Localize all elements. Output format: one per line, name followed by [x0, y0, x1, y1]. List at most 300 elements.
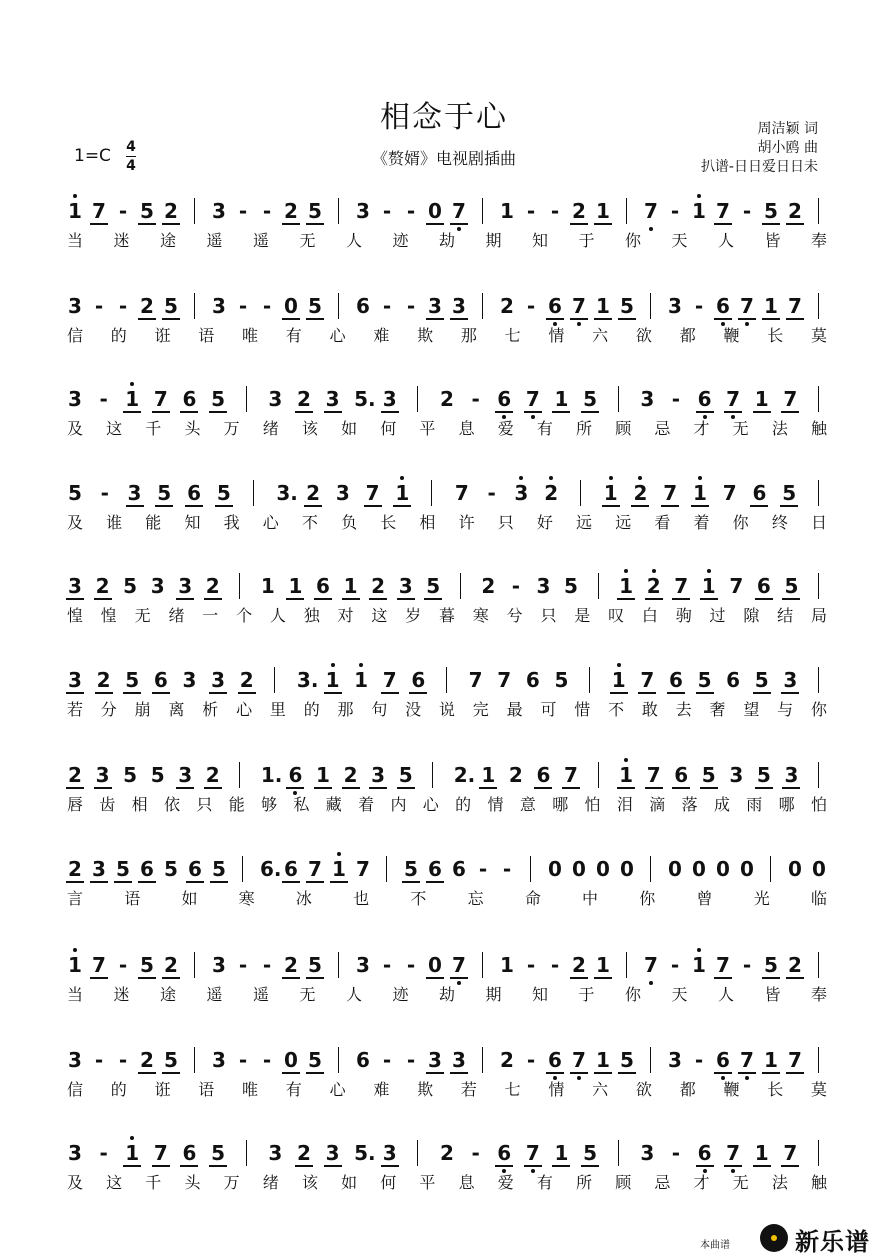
- lyric-char: 语: [124, 889, 141, 908]
- note: 3: [729, 763, 744, 787]
- lyric-char: 命: [524, 889, 541, 908]
- note: 3: [398, 574, 413, 598]
- bar-line: [598, 762, 599, 788]
- note: 5: [554, 668, 569, 692]
- note: 3: [536, 574, 551, 598]
- lyric-char: 人: [345, 231, 362, 250]
- note: 1: [125, 387, 140, 411]
- lyric-char: 所: [576, 1173, 593, 1192]
- note: 6: [497, 387, 512, 411]
- lyric-char: 独: [303, 606, 320, 625]
- bar-line: [194, 952, 195, 978]
- note: 7: [525, 1141, 540, 1165]
- lyric-char: 终: [771, 513, 788, 532]
- note: -: [471, 1141, 480, 1165]
- note: 3.: [296, 668, 319, 692]
- note: 1: [692, 481, 707, 505]
- note: -: [406, 199, 416, 223]
- note: 7: [572, 294, 586, 318]
- note: 1: [754, 387, 769, 411]
- note: 3: [452, 1048, 466, 1072]
- lyric-char: 藏: [325, 795, 342, 814]
- composer: 胡小鸥 曲: [757, 140, 818, 156]
- lyric-char: 遥: [206, 985, 223, 1004]
- lyric-char: 长: [767, 1080, 784, 1099]
- notes-line: [0, 376, 888, 416]
- note: 1: [764, 1048, 778, 1072]
- bar-line: [818, 762, 819, 788]
- note: 0: [548, 857, 562, 881]
- lyric-char: 绪: [262, 1173, 279, 1192]
- note: 1: [692, 953, 706, 977]
- note: 0: [620, 857, 634, 881]
- lyric-char: 没: [405, 700, 422, 719]
- lyric-char: 你: [732, 513, 749, 532]
- lyric-char: 不: [410, 889, 427, 908]
- song-subtitle: 《赘婿》电视剧插曲: [371, 149, 516, 168]
- note: 5: [211, 1141, 226, 1165]
- note: 7: [788, 294, 802, 318]
- lyric-char: 遥: [252, 985, 269, 1004]
- lyric-char: 迹: [392, 985, 409, 1004]
- notes-line: [0, 752, 888, 792]
- note: -: [406, 1048, 416, 1072]
- note: 7: [726, 1141, 741, 1165]
- lyric-char: 情: [548, 1080, 565, 1099]
- lyric-char: 的: [110, 326, 127, 345]
- note: 6: [548, 1048, 562, 1072]
- note: 5: [140, 199, 154, 223]
- note: 1: [596, 199, 610, 223]
- lyric-char: 人: [269, 606, 286, 625]
- note: 6: [140, 857, 154, 881]
- note: -: [238, 953, 248, 977]
- score-system: [0, 942, 888, 1022]
- note: -: [382, 1048, 392, 1072]
- lyric-char: 语: [198, 326, 215, 345]
- lyric-char: 心: [329, 1080, 346, 1099]
- lyric-char: 鞭: [723, 326, 740, 345]
- note: 7: [783, 387, 798, 411]
- note: 3: [356, 953, 370, 977]
- bar-line: [239, 762, 240, 788]
- note: 3: [212, 294, 226, 318]
- note: 1: [500, 199, 514, 223]
- note: -: [238, 199, 248, 223]
- bar-line: [818, 667, 819, 693]
- note: 3: [428, 1048, 442, 1072]
- note: -: [742, 199, 752, 223]
- lyric-char: 临: [810, 889, 827, 908]
- lyric-char: 该: [301, 1173, 318, 1192]
- note: 2: [164, 199, 178, 223]
- lyric-char: 及: [66, 1173, 83, 1192]
- note: -: [502, 857, 512, 881]
- note: 5: [583, 1141, 598, 1165]
- lyric-char: 寒: [472, 606, 489, 625]
- note: 3: [182, 668, 197, 692]
- lyric-char: 劫: [438, 985, 455, 1004]
- note: 6: [316, 574, 330, 598]
- lyric-char: 远: [576, 513, 593, 532]
- lyric-char: 滴: [649, 795, 666, 814]
- lyric-char: 法: [771, 1173, 788, 1192]
- lyric-char: 于: [578, 231, 595, 250]
- lyric-char: 对: [337, 606, 354, 625]
- bar-line: [417, 386, 418, 412]
- note: 5: [308, 953, 322, 977]
- bar-line: [194, 198, 195, 224]
- lyric-char: 情: [548, 326, 565, 345]
- lyric-char: 只: [497, 513, 514, 532]
- lyric-char: 着: [693, 513, 710, 532]
- lyric-char: 皆: [764, 985, 781, 1004]
- bar-line: [589, 667, 590, 693]
- note: 0: [428, 199, 442, 223]
- note: 6: [452, 857, 466, 881]
- lyric-char: 头: [184, 1173, 201, 1192]
- lyric-char: 寒: [238, 889, 255, 908]
- note: 2: [205, 763, 220, 787]
- brand-name: 新乐谱: [795, 1228, 870, 1256]
- note: 6: [726, 668, 741, 692]
- note: 0: [668, 857, 682, 881]
- bar-line: [530, 856, 531, 882]
- note: 7: [640, 668, 655, 692]
- note: 7: [497, 668, 512, 692]
- bar-line: [650, 856, 651, 882]
- lyric-char: 看: [654, 513, 671, 532]
- note: 3: [68, 1048, 82, 1072]
- lyricist: 周洁颖 词: [757, 121, 818, 137]
- lyric-char: 可: [540, 700, 557, 719]
- lyric-char: 相: [131, 795, 148, 814]
- bar-line: [770, 856, 771, 882]
- note: -: [382, 199, 392, 223]
- note: 3: [335, 481, 350, 505]
- note: -: [550, 199, 560, 223]
- lyric-char: 忌: [654, 419, 671, 438]
- note: 5: [123, 574, 138, 598]
- lyric-line: [0, 228, 888, 252]
- lyric-char: 何: [380, 1173, 397, 1192]
- note: 2: [284, 199, 298, 223]
- note: 2: [296, 1141, 311, 1165]
- note: 6: [411, 668, 426, 692]
- note: -: [99, 387, 108, 411]
- lyric-char: 哪: [552, 795, 569, 814]
- note: 6: [674, 763, 689, 787]
- lyric-line: [0, 982, 888, 1006]
- bar-line: [338, 1047, 339, 1073]
- lyric-char: 长: [380, 513, 397, 532]
- lyric-char: 绪: [262, 419, 279, 438]
- lyric-char: 你: [639, 889, 656, 908]
- note: 5: [754, 668, 769, 692]
- bar-line: [626, 198, 627, 224]
- note: 7: [740, 1048, 754, 1072]
- note: 2: [371, 574, 386, 598]
- lyric-char: 万: [223, 419, 240, 438]
- note: 5: [68, 481, 82, 505]
- note: 5: [125, 668, 140, 692]
- note: 3: [150, 574, 165, 598]
- note: 6: [428, 857, 442, 881]
- lyric-char: 莫: [810, 326, 827, 345]
- note: -: [94, 1048, 104, 1072]
- lyric-char: 能: [145, 513, 162, 532]
- lyric-char: 谁: [106, 513, 123, 532]
- note: -: [671, 1141, 681, 1165]
- note: 3: [668, 294, 682, 318]
- lyric-char: 齿: [99, 795, 116, 814]
- bar-line: [626, 952, 627, 978]
- note: 2: [508, 763, 523, 787]
- note: 3: [127, 481, 142, 505]
- note: 3.: [276, 481, 298, 505]
- note: 1: [619, 763, 634, 787]
- note: 7: [452, 199, 466, 223]
- note: 2.: [453, 763, 476, 787]
- lyric-char: 无: [732, 1173, 749, 1192]
- lyric-char: 惜: [574, 700, 591, 719]
- lyric-char: 这: [106, 419, 123, 438]
- lyric-char: 触: [810, 419, 827, 438]
- note: 5: [782, 481, 797, 505]
- lyric-line: [0, 792, 888, 816]
- brand-logo-icon: [760, 1224, 788, 1252]
- note: 2: [572, 953, 586, 977]
- note: 2: [68, 857, 82, 881]
- note: 3: [68, 387, 82, 411]
- note: 2: [239, 668, 254, 692]
- note: 5: [140, 953, 154, 977]
- lyric-char: 唯: [242, 1080, 259, 1099]
- score-system: [0, 563, 888, 643]
- bar-line: [431, 480, 432, 506]
- lyric-char: 忌: [654, 1173, 671, 1192]
- lyric-char: 这: [371, 606, 388, 625]
- lyric-char: 奉: [810, 231, 827, 250]
- note: 3: [356, 199, 370, 223]
- note: 6: [697, 1141, 712, 1165]
- note: 5: [764, 199, 778, 223]
- lyric-line: [0, 886, 888, 910]
- note: 7: [454, 481, 469, 505]
- note: 3: [428, 294, 442, 318]
- note: 5: [116, 857, 130, 881]
- note: 6: [187, 481, 201, 505]
- lyric-char: 信: [66, 1080, 83, 1099]
- note: 7: [674, 574, 689, 598]
- note: -: [94, 294, 104, 318]
- lyric-char: 信: [66, 326, 83, 345]
- note: -: [670, 199, 680, 223]
- lyric-char: 顾: [615, 419, 632, 438]
- lyric-char: 里: [269, 700, 286, 719]
- note: 3: [68, 294, 82, 318]
- note: 5: [123, 763, 138, 787]
- note: -: [238, 294, 248, 318]
- notes-line: [0, 1037, 888, 1077]
- lyric-char: 心: [236, 700, 253, 719]
- note: -: [406, 294, 416, 318]
- lyric-char: 有: [285, 326, 302, 345]
- note: 3: [178, 763, 193, 787]
- note: 7: [308, 857, 322, 881]
- note: -: [487, 481, 496, 505]
- note: 2: [343, 763, 358, 787]
- lyric-char: 遥: [206, 231, 223, 250]
- note: 3: [668, 1048, 682, 1072]
- note: 5: [308, 199, 322, 223]
- note: 0: [788, 857, 802, 881]
- lyric-char: 惶: [66, 606, 83, 625]
- note: 3: [325, 1141, 340, 1165]
- lyric-line: [0, 510, 888, 534]
- note: 2: [296, 387, 311, 411]
- bar-line: [446, 667, 447, 693]
- bar-line: [818, 952, 819, 978]
- lyric-char: 天: [671, 985, 688, 1004]
- lyric-char: 及: [66, 513, 83, 532]
- bar-line: [460, 573, 461, 599]
- notes-line: [0, 470, 888, 510]
- note: -: [471, 387, 480, 411]
- note: -: [406, 953, 416, 977]
- bar-line: [338, 198, 339, 224]
- note: 1: [500, 953, 514, 977]
- note: 3: [68, 574, 82, 598]
- lyric-char: 七: [504, 1080, 521, 1099]
- lyric-char: 欲: [635, 1080, 652, 1099]
- note: 5: [583, 387, 598, 411]
- lyric-char: 意: [519, 795, 536, 814]
- note: 7: [153, 1141, 168, 1165]
- lyric-char: 成: [713, 795, 730, 814]
- note: 1: [343, 574, 358, 598]
- lyric-char: 有: [536, 419, 553, 438]
- lyric-char: 如: [341, 1173, 358, 1192]
- note: 7: [92, 953, 106, 977]
- lyric-char: 过: [709, 606, 726, 625]
- note: 2: [481, 574, 496, 598]
- note: -: [670, 953, 680, 977]
- note: 7: [153, 387, 168, 411]
- lyric-char: 的: [110, 1080, 127, 1099]
- note: 2: [96, 668, 111, 692]
- lyric-char: 局: [810, 606, 827, 625]
- note: 3: [212, 1048, 226, 1072]
- note: 1: [325, 668, 340, 692]
- score-system: [0, 188, 888, 268]
- note: 2: [572, 199, 586, 223]
- lyric-char: 息: [458, 1173, 475, 1192]
- note: 3: [95, 763, 110, 787]
- note: 0: [428, 953, 442, 977]
- note: 3: [371, 763, 386, 787]
- lyric-char: 着: [358, 795, 375, 814]
- bar-line: [386, 856, 387, 882]
- note: 3: [783, 668, 798, 692]
- lyric-char: 怕: [584, 795, 601, 814]
- lyric-char: 无: [134, 606, 151, 625]
- note: 1.: [260, 763, 283, 787]
- note: 0: [284, 294, 298, 318]
- lyric-char: 析: [202, 700, 219, 719]
- note: 3: [514, 481, 529, 505]
- note: 3: [382, 387, 397, 411]
- note: 7: [572, 1048, 586, 1072]
- lyric-char: 有: [285, 1080, 302, 1099]
- lyric-char: 语: [198, 1080, 215, 1099]
- note: 6: [284, 857, 298, 881]
- note: 1: [554, 387, 569, 411]
- bar-line: [482, 293, 483, 319]
- lyric-char: 驹: [675, 606, 692, 625]
- lyric-char: 万: [223, 1173, 240, 1192]
- note: 2: [284, 953, 298, 977]
- lyric-char: 爱: [497, 419, 514, 438]
- note: 2: [500, 294, 514, 318]
- note: 5: [398, 763, 413, 787]
- notes-line: [0, 657, 888, 697]
- note: -: [238, 1048, 248, 1072]
- credits: [701, 120, 818, 177]
- lyric-char: 奉: [810, 985, 827, 1004]
- note: 5: [157, 481, 172, 505]
- note: -: [511, 574, 521, 598]
- lyric-char: 望: [743, 700, 760, 719]
- lyric-char: 你: [624, 985, 641, 1004]
- note: 7: [726, 387, 741, 411]
- lyric-char: 忘: [467, 889, 484, 908]
- note: 5.: [354, 1141, 376, 1165]
- lyric-char: 那: [337, 700, 354, 719]
- lyric-char: 都: [679, 1080, 696, 1099]
- lyric-char: 鞭: [723, 1080, 740, 1099]
- lyric-char: 只: [196, 795, 213, 814]
- lyric-char: 泪: [616, 795, 633, 814]
- lyric-char: 够: [261, 795, 278, 814]
- lyric-char: 个: [236, 606, 253, 625]
- lyric-char: 白: [641, 606, 658, 625]
- note: -: [118, 1048, 128, 1072]
- lyric-char: 只: [540, 606, 557, 625]
- lyric-char: 人: [717, 231, 734, 250]
- note: 6: [182, 387, 197, 411]
- lyric-char: 叹: [608, 606, 625, 625]
- lyric-char: 依: [164, 795, 181, 814]
- note: 1: [603, 481, 618, 505]
- note: 7: [722, 481, 737, 505]
- note: 1: [288, 574, 303, 598]
- note: 1: [554, 1141, 569, 1165]
- lyric-char: 欺: [417, 1080, 434, 1099]
- lyric-char: 雨: [746, 795, 763, 814]
- bar-line: [482, 198, 483, 224]
- lyric-char: 莫: [810, 1080, 827, 1099]
- lyric-char: 暮: [438, 606, 455, 625]
- time-signature: [126, 138, 136, 175]
- bar-line: [417, 1140, 418, 1166]
- lyric-char: 哪: [778, 795, 795, 814]
- lyric-char: 冰: [295, 889, 312, 908]
- lyric-char: 兮: [506, 606, 523, 625]
- note: -: [118, 953, 128, 977]
- bar-line: [194, 293, 195, 319]
- note: 3: [211, 668, 226, 692]
